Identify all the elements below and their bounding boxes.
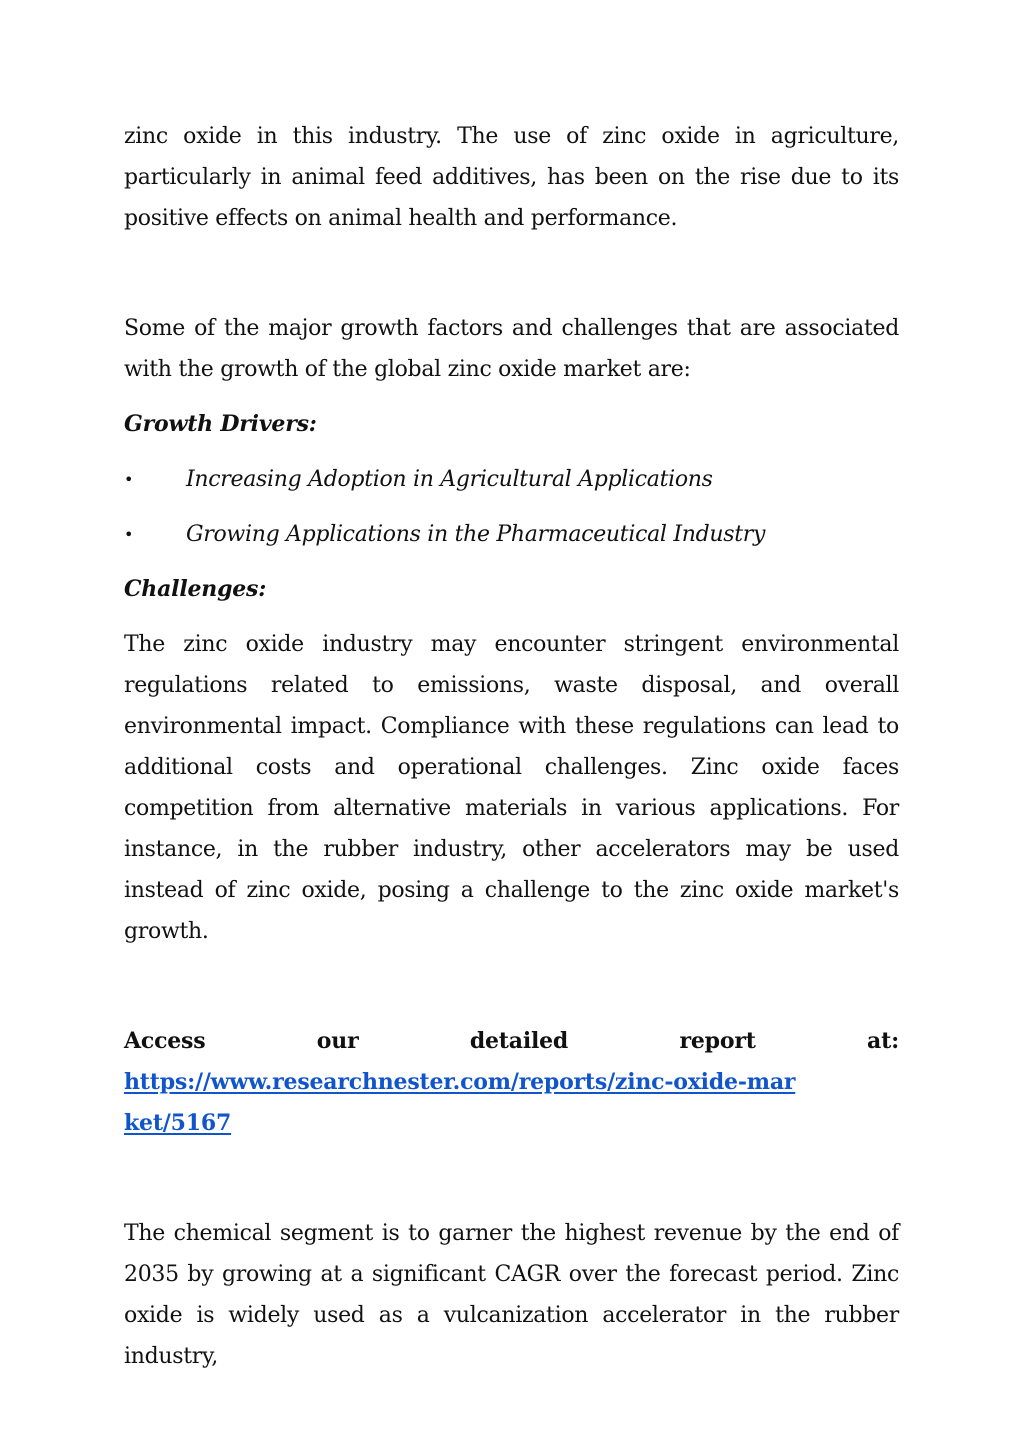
spacer bbox=[124, 555, 899, 569]
list-item bbox=[124, 514, 899, 555]
access-word: at: bbox=[867, 1028, 899, 1054]
spacer bbox=[124, 610, 899, 624]
access-word: report bbox=[679, 1028, 756, 1054]
spacer bbox=[124, 390, 899, 404]
challenges-heading: Challenges: bbox=[124, 576, 267, 602]
spacer bbox=[124, 445, 899, 459]
paragraph-growth-factors: Some of the major growth factors and challenges that are associated with the growth of the global zinc oxide market are: bbox=[124, 316, 899, 382]
document-page bbox=[124, 116, 899, 1377]
access-word: detailed bbox=[469, 1028, 569, 1054]
spacer bbox=[124, 952, 899, 1021]
paragraph-chemical-segment: The chemical segment is to garner the highest revenue by the end of 2035 by growing at a significant CAGR over the forecast period. Zinc oxide is widely used as a vulcanization accelerator in the rubber industry, bbox=[124, 1221, 899, 1369]
list-item-text: Growing Applications in the Pharmaceutical Industry bbox=[186, 522, 766, 547]
spacer bbox=[124, 1144, 899, 1213]
spacer bbox=[124, 500, 899, 514]
challenges-paragraph: The zinc oxide industry may encounter stringent environmental regulations related to emissions, waste disposal, and overall environmental impact. Compliance with these regulations can lead to additional costs and operational challenges. Zinc oxide faces competition from alternative materials in various applications. For instance, in the rubber industry, other accelerators may be used instead of zinc oxide, posing a challenge to the zinc oxide market's growth. bbox=[124, 632, 899, 944]
bullet-icon: • bbox=[124, 525, 134, 544]
list-item-text: Increasing Adoption in Agricultural Applications bbox=[186, 467, 713, 492]
access-word: our bbox=[316, 1028, 359, 1054]
access-word: Access bbox=[124, 1028, 206, 1054]
spacer bbox=[124, 239, 899, 308]
paragraph-intro: zinc oxide in this industry. The use of zinc oxide in agriculture, particularly in animal feed additives, has been on the rise due to its positive effects on animal health and performance. bbox=[124, 124, 899, 231]
list-item bbox=[124, 459, 899, 500]
growth-drivers-list bbox=[124, 459, 899, 555]
report-link[interactable]: https://www.researchnester.com/reports/zinc-oxide-market/5167 bbox=[124, 1069, 796, 1136]
growth-drivers-heading: Growth Drivers: bbox=[124, 411, 317, 437]
bullet-icon: • bbox=[124, 470, 134, 489]
access-report-line bbox=[124, 1021, 899, 1062]
